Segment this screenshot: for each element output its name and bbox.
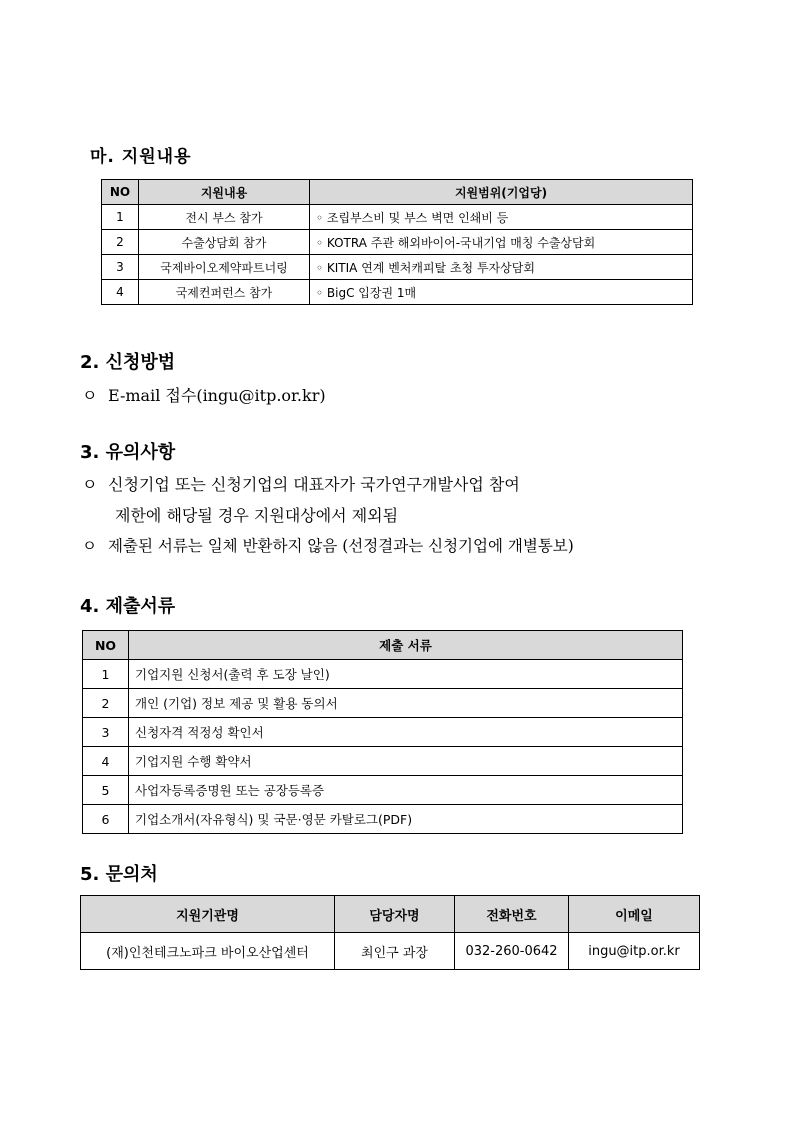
row-scope: ◦ BigC 입장권 1매 <box>310 280 693 305</box>
table-row <box>83 689 683 718</box>
section-4-title: 4. 제출서류 <box>80 596 176 617</box>
table-row <box>81 933 700 970</box>
col-no: NO <box>102 180 139 205</box>
row-scope: ◦ KOTRA 주관 해외바이어-국내기업 매칭 수출상담회 <box>310 230 693 255</box>
section-5-title: 5. 문의처 <box>80 864 158 885</box>
table-row <box>102 205 693 230</box>
support-content-table <box>101 179 693 305</box>
notice-line-2 <box>82 534 574 556</box>
row-no: 6 <box>83 805 129 834</box>
apply-method-text: E-mail 접수(ingu@itp.or.kr) <box>108 386 326 405</box>
table-row <box>83 805 683 834</box>
table-header-row <box>102 180 693 205</box>
col-org: 지원기관명 <box>81 896 335 933</box>
row-item: 수출상담회 참가 <box>139 230 310 255</box>
col-scope: 지원범위(기업당) <box>310 180 693 205</box>
notice-text-1a: 신청기업 또는 신청기업의 대표자가 국가연구개발사업 참여 <box>108 475 520 494</box>
col-doc: 제출 서류 <box>129 631 683 660</box>
table-row <box>83 660 683 689</box>
contact-email[interactable]: ingu@itp.or.kr <box>569 933 700 970</box>
section-3-title: 3. 유의사항 <box>80 442 176 463</box>
table-row <box>102 255 693 280</box>
row-no: 2 <box>83 689 129 718</box>
col-item: 지원내용 <box>139 180 310 205</box>
col-email: 이메일 <box>569 896 700 933</box>
table-row <box>102 280 693 305</box>
row-doc: 개인 (기업) 정보 제공 및 활용 동의서 <box>129 689 683 718</box>
contact-org: (재)인천테크노파크 바이오산업센터 <box>81 933 335 970</box>
table-row <box>83 718 683 747</box>
table-row <box>102 230 693 255</box>
row-item: 국제바이오제약파트너링 <box>139 255 310 280</box>
contact-person: 최인구 과장 <box>335 933 455 970</box>
row-doc: 기업소개서(자유형식) 및 국문·영문 카탈로그(PDF) <box>129 805 683 834</box>
row-scope: ◦ KITIA 연계 벤처캐피탈 초청 투자상담회 <box>310 255 693 280</box>
col-phone: 전화번호 <box>455 896 569 933</box>
row-no: 4 <box>83 747 129 776</box>
col-no: NO <box>83 631 129 660</box>
row-no: 1 <box>102 205 139 230</box>
bullet-icon: ㅇ <box>82 537 97 555</box>
row-no: 5 <box>83 776 129 805</box>
table-row <box>83 776 683 805</box>
row-doc: 사업자등록증명원 또는 공장등록증 <box>129 776 683 805</box>
section-ma-title: 마. 지원내용 <box>90 147 192 167</box>
notice-text-2: 제출된 서류는 일체 반환하지 않음 (선정결과는 신청기업에 개별통보) <box>108 537 574 555</box>
section-2-title: 2. 신청방법 <box>80 352 176 373</box>
table-header-row <box>83 631 683 660</box>
row-no: 1 <box>83 660 129 689</box>
bullet-icon: ㅇ <box>82 475 98 494</box>
row-no: 3 <box>102 255 139 280</box>
contact-phone: 032-260-0642 <box>455 933 569 970</box>
apply-method-line <box>82 383 326 406</box>
row-doc: 신청자격 적정성 확인서 <box>129 718 683 747</box>
row-item: 전시 부스 참가 <box>139 205 310 230</box>
table-row <box>83 747 683 776</box>
bullet-icon: ㅇ <box>82 386 98 405</box>
col-person: 담당자명 <box>335 896 455 933</box>
row-item: 국제컨퍼런스 참가 <box>139 280 310 305</box>
row-doc: 기업지원 수행 확약서 <box>129 747 683 776</box>
documents-table <box>82 630 683 834</box>
row-no: 4 <box>102 280 139 305</box>
row-scope: ◦ 조립부스비 및 부스 벽면 인쇄비 등 <box>310 205 693 230</box>
contact-table <box>80 895 700 970</box>
row-no: 3 <box>83 718 129 747</box>
row-doc: 기업지원 신청서(출력 후 도장 날인) <box>129 660 683 689</box>
notice-text-1b: 제한에 해당될 경우 지원대상에서 제외됨 <box>115 506 399 525</box>
table-header-row <box>81 896 700 933</box>
notice-line-1 <box>82 472 520 495</box>
row-no: 2 <box>102 230 139 255</box>
